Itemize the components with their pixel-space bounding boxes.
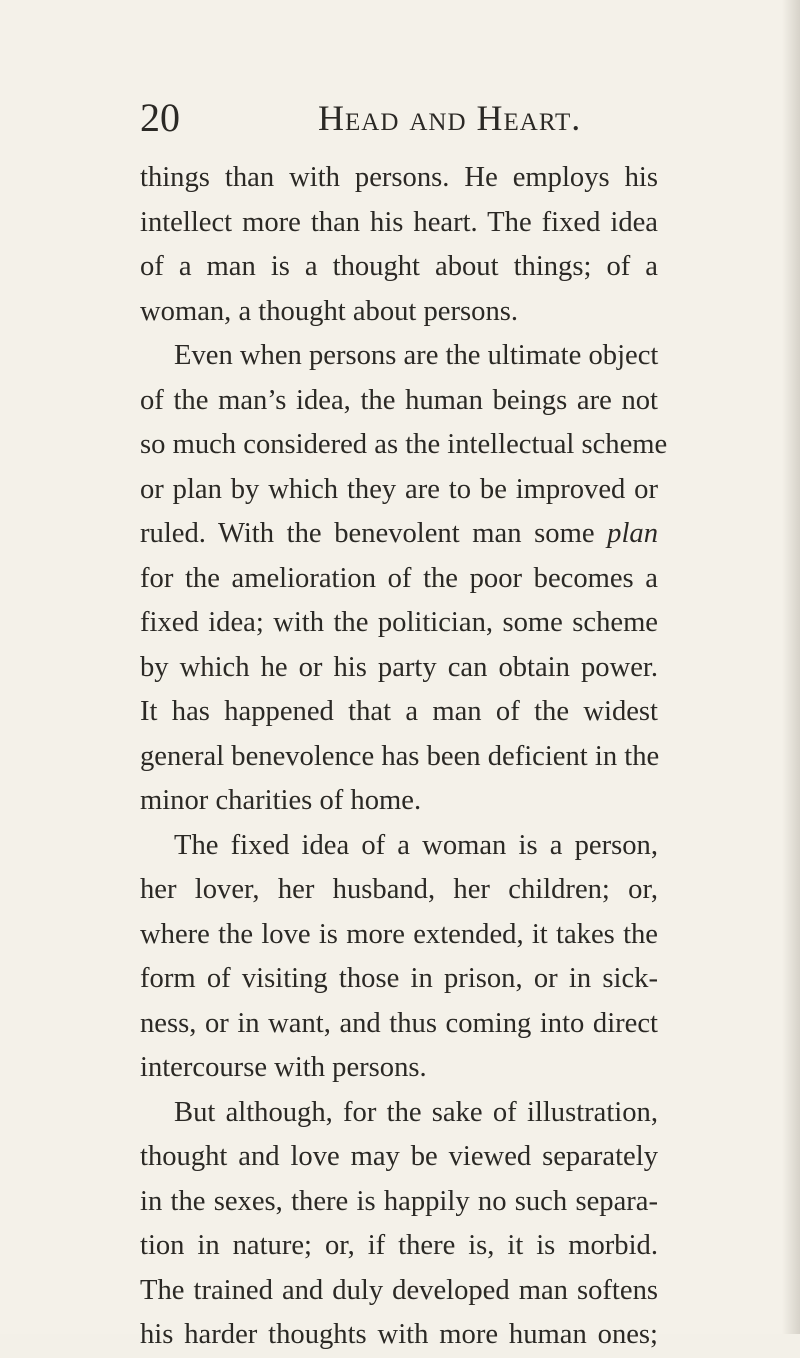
text-line: But although, for the sake of illustration, — [174, 1096, 658, 1128]
text-line: ness, or in want, and thus coming into direct — [140, 1007, 658, 1039]
text-line: his harder thoughts with more human ones; — [140, 1319, 658, 1350]
text-line: fixed idea; with the politician, some scheme — [140, 607, 658, 638]
page-header — [140, 92, 660, 144]
text-line: woman, a thought about persons. — [140, 295, 519, 327]
text-line: intercourse with persons. — [140, 1052, 427, 1083]
text-line: things than with persons. He employs his — [140, 162, 658, 193]
text-line: thought and love may be viewed separately — [140, 1141, 658, 1172]
text-line: The fixed idea of a woman is a person, — [174, 829, 658, 861]
body-text — [140, 156, 668, 1358]
text-line: for the amelioration of the poor becomes a — [140, 562, 658, 594]
text-line: general benevolence has been deficient in the — [140, 740, 660, 772]
text-line: where the love is more extended, it takes the — [140, 918, 658, 950]
text-line: intellect more than his heart. The fixed idea — [140, 206, 658, 238]
text-line: The trained and duly developed man softens — [140, 1274, 658, 1306]
text-line: so much considered as the intellectual scheme — [140, 429, 668, 460]
text-line: by which he or his party can obtain power. — [140, 651, 658, 683]
text-line — [140, 512, 658, 557]
text-line: form of visiting those in prison, or in sick- — [140, 963, 658, 994]
page-edge-shadow — [782, 0, 800, 1334]
text-line: tion in nature; or, if there is, it is morbid. — [140, 1230, 658, 1261]
text-line: minor charities of home. — [140, 785, 422, 816]
text-line: in the sexes, there is happily no such separa- — [140, 1185, 658, 1217]
text-line: of the man’s idea, the human beings are not — [140, 384, 658, 416]
text-line: of a man is a thought about things; of a — [140, 251, 658, 282]
page-number: 20 — [140, 95, 180, 140]
running-head: Head and Heart. — [318, 98, 582, 138]
text-line: Even when persons are the ultimate object — [174, 340, 659, 371]
text-segment: ruled. With the benevolent man some — [140, 518, 608, 549]
text-line: her lover, her husband, her children; or, — [140, 874, 658, 905]
text-line: It has happened that a man of the widest — [140, 696, 658, 727]
text-line: or plan by which they are to be improved or — [140, 473, 658, 505]
italic-word: plan — [607, 518, 658, 549]
